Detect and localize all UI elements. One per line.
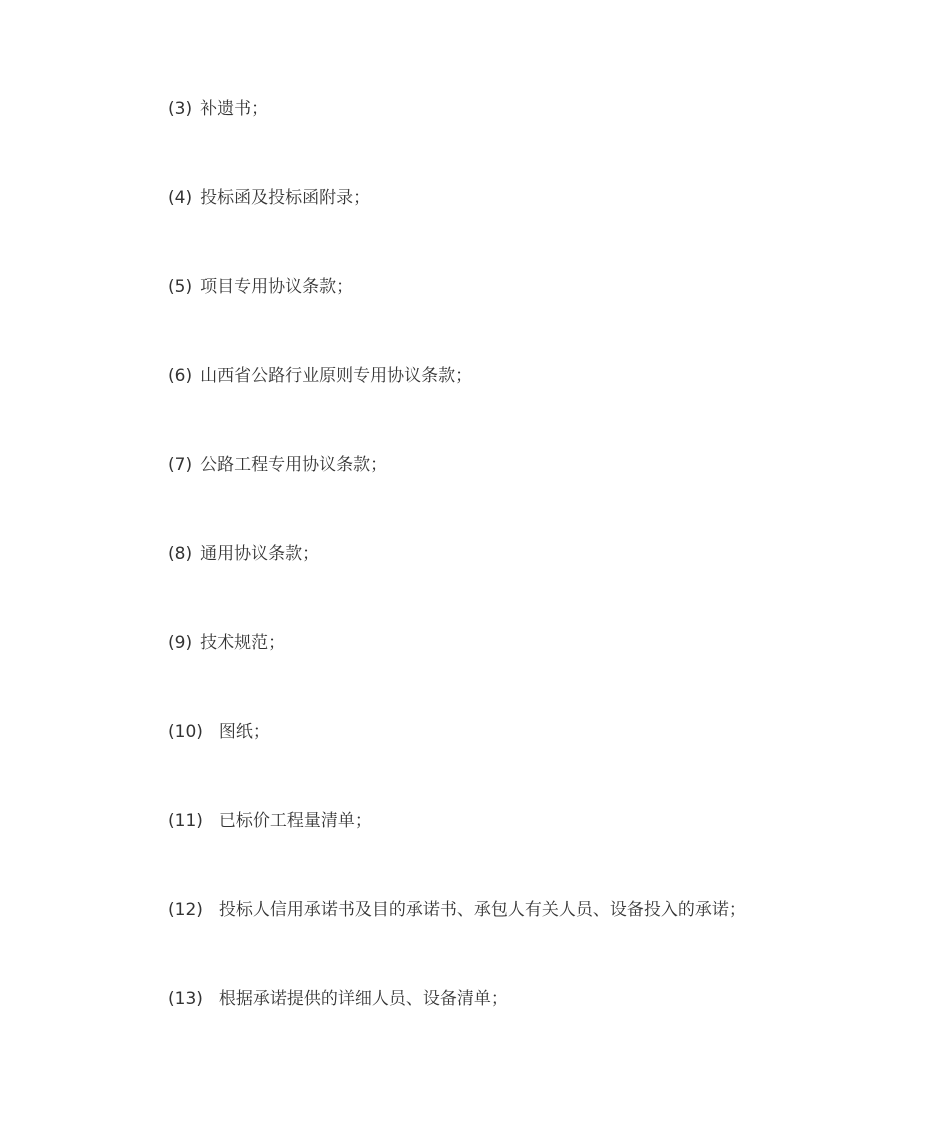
item-number: (6) xyxy=(168,366,193,386)
list-item xyxy=(168,986,746,1075)
item-number: (12) xyxy=(168,900,203,920)
list-item xyxy=(168,96,746,185)
list-item xyxy=(168,363,746,452)
item-text: 图纸； xyxy=(218,722,270,742)
item-text: 项目专用协议条款； xyxy=(200,277,354,297)
item-number: (3) xyxy=(168,99,193,119)
item-text: 山西省公路行业原则专用协议条款； xyxy=(200,366,473,386)
item-text: 投标函及投标函附录； xyxy=(200,188,371,208)
item-number: (9) xyxy=(168,633,193,653)
list-item xyxy=(168,274,746,363)
list-item xyxy=(168,719,746,808)
item-text: 公路工程专用协议条款； xyxy=(200,455,388,475)
item-number: (7) xyxy=(168,455,193,475)
item-number: (8) xyxy=(168,544,193,564)
list-item xyxy=(168,630,746,719)
list-item xyxy=(168,185,746,274)
item-text: 技术规范； xyxy=(200,633,286,653)
list-item xyxy=(168,452,746,541)
list-item xyxy=(168,808,746,897)
item-text: 投标人信用承诺书及目的承诺书、承包人有关人员、设备投入的承诺； xyxy=(218,900,746,920)
list-item xyxy=(168,897,746,986)
item-number: (13) xyxy=(168,989,203,1009)
item-text: 补遗书； xyxy=(200,99,269,119)
item-number: (5) xyxy=(168,277,193,297)
item-text: 通用协议条款； xyxy=(200,544,320,564)
list-item xyxy=(168,541,746,630)
item-text: 已标价工程量清单； xyxy=(218,811,372,831)
item-number: (10) xyxy=(168,722,203,742)
item-text: 根据承诺提供的详细人员、设备清单； xyxy=(218,989,508,1009)
item-number: (4) xyxy=(168,188,193,208)
item-number: (11) xyxy=(168,811,203,831)
contract-document-list xyxy=(168,96,746,1075)
